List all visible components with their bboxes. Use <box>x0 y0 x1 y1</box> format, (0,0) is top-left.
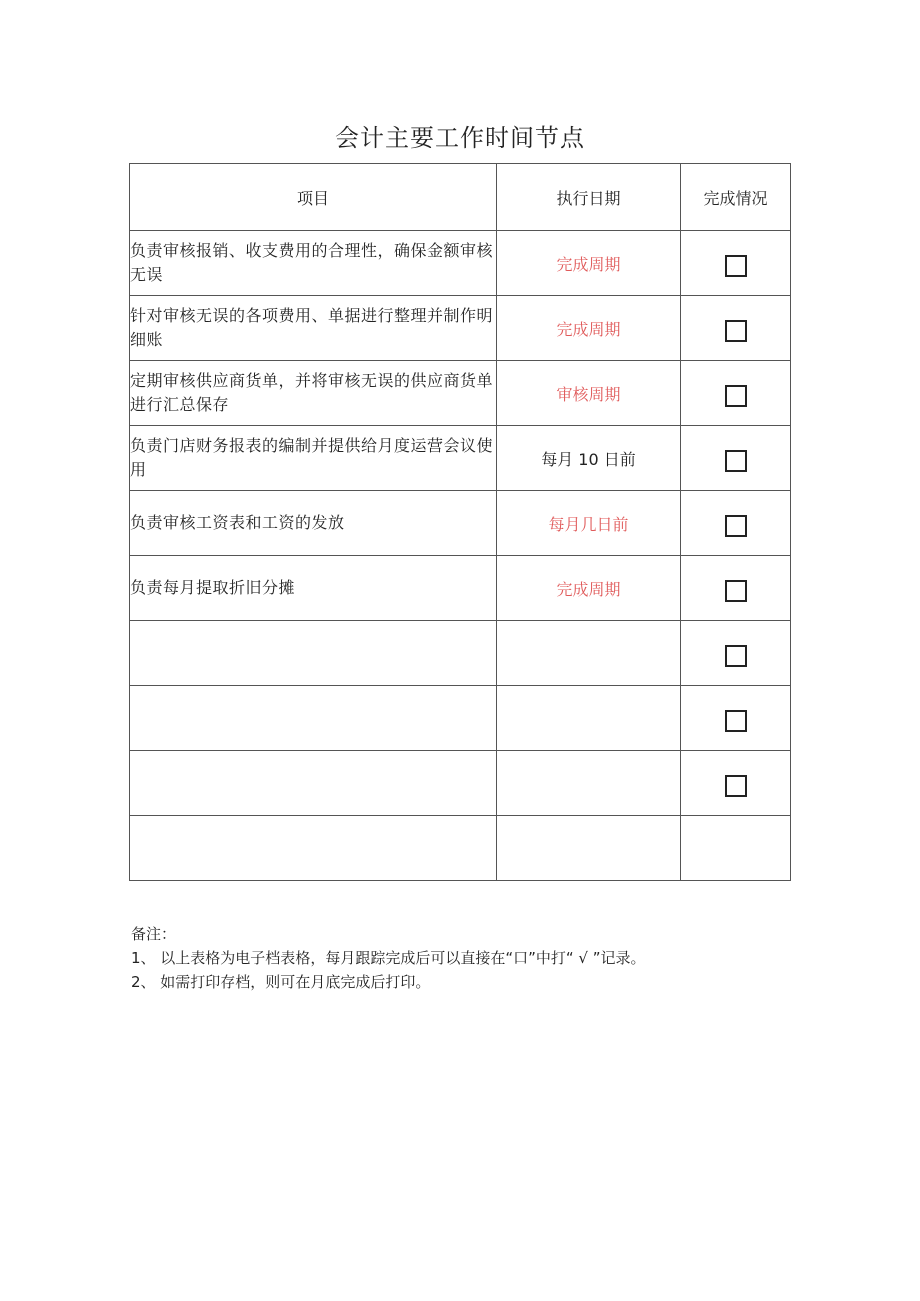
table-row <box>130 751 791 816</box>
row-date-text: 完成周期 <box>556 319 621 339</box>
row-status-cell <box>681 296 791 361</box>
row-date-text: 审核周期 <box>556 384 621 404</box>
completion-checkbox[interactable] <box>725 515 747 537</box>
notes-line-1: 1、 以上表格为电子档表格，每月跟踪完成后可以直接在“口”中打“ √ ”记录。 <box>131 949 646 967</box>
header-status: 完成情况 <box>681 164 791 231</box>
table-header-row <box>130 164 791 231</box>
table-row <box>130 556 791 621</box>
table-row <box>130 426 791 491</box>
table-row <box>130 296 791 361</box>
header-item: 项目 <box>130 164 497 231</box>
row-item-text: 负责审核报销、收支费用的合理性，确保金额审核无误 <box>130 231 497 296</box>
row-item-text <box>130 816 497 881</box>
page-title: 会计主要工作时间节点 <box>335 124 585 152</box>
table-row <box>130 686 791 751</box>
row-date-cell <box>497 231 681 296</box>
table-row <box>130 491 791 556</box>
row-date-cell <box>497 686 681 751</box>
row-status-cell <box>681 621 791 686</box>
work-schedule-table <box>129 163 791 881</box>
row-item-text: 针对审核无误的各项费用、单据进行整理并制作明细账 <box>130 296 497 361</box>
table-row <box>130 816 791 881</box>
table-row <box>130 361 791 426</box>
row-status-cell <box>681 426 791 491</box>
table-body <box>130 231 791 881</box>
row-item-text: 负责每月提取折旧分摊 <box>130 556 497 621</box>
row-date-cell <box>497 751 681 816</box>
row-date-cell <box>497 296 681 361</box>
row-date-text: 完成周期 <box>556 579 621 599</box>
completion-checkbox[interactable] <box>725 450 747 472</box>
row-status-cell <box>681 816 791 881</box>
completion-checkbox[interactable] <box>725 580 747 602</box>
row-item-text: 负责审核工资表和工资的发放 <box>130 491 497 556</box>
row-date-cell <box>497 426 681 491</box>
table-row <box>130 231 791 296</box>
completion-checkbox[interactable] <box>725 255 747 277</box>
row-item-text <box>130 686 497 751</box>
row-date-cell <box>497 361 681 426</box>
row-date-cell <box>497 621 681 686</box>
row-item-text <box>130 751 497 816</box>
row-status-cell <box>681 361 791 426</box>
row-status-cell <box>681 751 791 816</box>
row-date-cell <box>497 556 681 621</box>
completion-checkbox[interactable] <box>725 320 747 342</box>
notes-section <box>131 922 831 994</box>
notes-line-2: 2、 如需打印存档，则可在月底完成后打印。 <box>131 973 431 991</box>
row-date-text: 完成周期 <box>556 254 621 274</box>
row-date-cell <box>497 816 681 881</box>
row-date-text: 每月 10 日前 <box>541 449 636 469</box>
row-item-text <box>130 621 497 686</box>
completion-checkbox[interactable] <box>725 385 747 407</box>
row-status-cell <box>681 686 791 751</box>
table-row <box>130 621 791 686</box>
row-item-text: 定期审核供应商货单，并将审核无误的供应商货单进行汇总保存 <box>130 361 497 426</box>
row-status-cell <box>681 231 791 296</box>
row-status-cell <box>681 556 791 621</box>
row-item-text: 负责门店财务报表的编制并提供给月度运营会议使用 <box>130 426 497 491</box>
row-date-text: 每月几日前 <box>548 514 629 534</box>
completion-checkbox[interactable] <box>725 645 747 667</box>
completion-checkbox[interactable] <box>725 710 747 732</box>
header-date: 执行日期 <box>497 164 681 231</box>
completion-checkbox[interactable] <box>725 775 747 797</box>
row-status-cell <box>681 491 791 556</box>
notes-heading: 备注： <box>131 925 177 943</box>
row-date-cell <box>497 491 681 556</box>
